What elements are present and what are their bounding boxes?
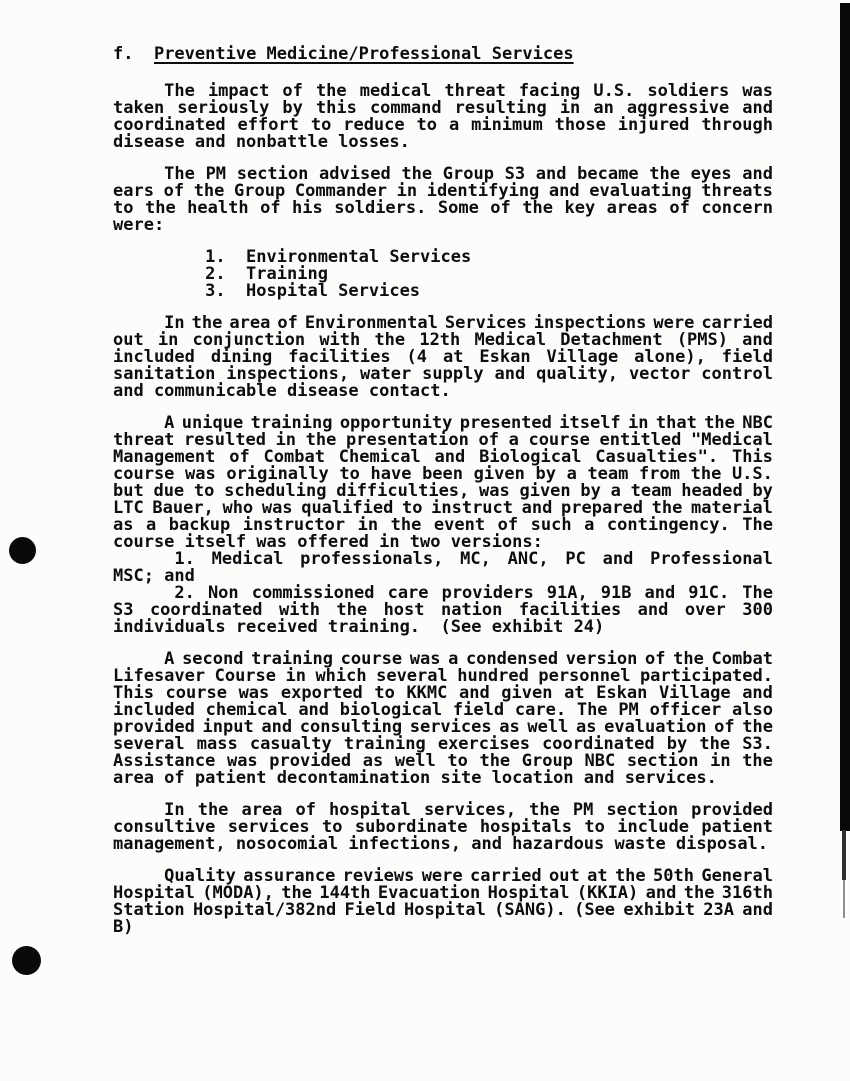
text-line: 3. Hospital Services: [205, 281, 421, 301]
binder-edge-bar-fade: [842, 830, 846, 880]
text-line: This course was exported to KKMC and given at Eskan Village and: [113, 683, 773, 703]
binder-edge-bar: [840, 3, 850, 831]
text-line: S3 coordinated with the host nation facilities and over 300: [113, 600, 773, 620]
text-line: area of patient decontamination site location and services.: [113, 768, 717, 788]
text-line: sanitation inspections, water supply and quality, vector control: [113, 364, 773, 384]
text-line: management, nosocomial infections, and hazardous waste disposal.: [113, 834, 769, 854]
paragraph-pm-section: [113, 166, 773, 234]
text-line: out in conjunction with the 12th Medical Detachment (PMS) and: [113, 330, 773, 350]
list-key-areas: [113, 249, 773, 300]
text-line: coordinated effort to reduce to a minimum those injured through: [113, 115, 773, 135]
text-line: MSC; and: [113, 566, 195, 586]
paragraph-hospital-services: [113, 802, 773, 853]
text-line: In the area of Environmental Services inspections were carried: [164, 313, 773, 333]
text-line: In the area of hospital services, the PM section provided: [164, 800, 773, 820]
text-line: Station Hospital/382nd Field Hospital (SANG). (See exhibit 23A and: [113, 900, 773, 920]
text-line: 1. Medical professionals, MC, ANC, PC and Professional: [174, 549, 773, 569]
text-line: 2. Non commissioned care providers 91A, 91B and 91C. The: [174, 583, 773, 603]
text-line: several mass casualty training exercises coordinated by the S3.: [113, 734, 773, 754]
section-heading: [113, 46, 773, 63]
text-line: to the health of his soldiers. Some of the key areas of concern: [113, 198, 773, 218]
text-line: A unique training opportunity presented itself in that the NBC: [164, 413, 773, 433]
hole-punch-mark-bottom: [12, 946, 41, 975]
text-line: course itself was offered in two versions:: [113, 532, 543, 552]
paragraph-environmental-services: [113, 315, 773, 400]
text-line: provided input and consulting services as well as evaluation of the: [113, 717, 773, 737]
section-heading-prefix: f.: [113, 44, 134, 64]
text-line: consultive services to subordinate hospitals to include patient: [113, 817, 773, 837]
text-line: A second training course was a condensed version of the Combat: [164, 649, 773, 669]
section-heading-title: Preventive Medicine/Professional Services: [153, 44, 574, 64]
text-line: individuals received training. (See exhibit 24): [113, 617, 605, 637]
paragraph-nbc-training-course: [113, 415, 773, 636]
hole-punch-mark-top: [9, 537, 36, 564]
text-line: included chemical and biological field care. The PM officer also: [113, 700, 773, 720]
text-line: included dining facilities (4 at Eskan Village alone), field: [113, 347, 773, 367]
text-line: course was originally to have been given by a team from the U.S.: [113, 464, 773, 484]
text-line: and communicable disease contact.: [113, 381, 451, 401]
text-line: as a backup instructor in the event of such a contingency. The: [113, 515, 773, 535]
text-line: disease and nonbattle losses.: [113, 132, 410, 152]
paragraph-medical-threat: [113, 83, 773, 151]
text-line: but due to scheduling difficulties, was given by a team headed by: [113, 481, 773, 501]
paragraph-combat-lifesaver: [113, 651, 773, 787]
text-line: Management of Combat Chemical and Biological Casualties". This: [113, 447, 773, 467]
text-line: were:: [113, 215, 165, 235]
paragraph-quality-assurance: [113, 868, 773, 936]
text-line: 1. Environmental Services: [205, 247, 472, 267]
text-line: threat resulted in the presentation of a course entitled "Medical: [113, 430, 773, 450]
text-line: 2. Training: [205, 264, 328, 284]
document-body: [113, 46, 773, 951]
text-line: Lifesaver Course in which several hundred personnel participated.: [113, 666, 773, 686]
text-line: Quality assurance reviews were carried out at the 50th General: [164, 866, 773, 886]
binder-edge-bar-tail: [843, 880, 845, 918]
text-line: Assistance was provided as well to the Group NBC section in the: [113, 751, 773, 771]
text-line: ears of the Group Commander in identifying and evaluating threats: [113, 181, 773, 201]
text-line: taken seriously by this command resulting in an aggressive and: [113, 98, 773, 118]
text-line: B): [113, 917, 134, 937]
text-line: LTC Bauer, who was qualified to instruct and prepared the material: [113, 498, 773, 518]
text-line: The impact of the medical threat facing U.S. soldiers was: [164, 81, 773, 101]
text-line: The PM section advised the Group S3 and became the eyes and: [164, 164, 773, 184]
text-line: Hospital (MODA), the 144th Evacuation Hospital (KKIA) and the 316th: [113, 883, 773, 903]
